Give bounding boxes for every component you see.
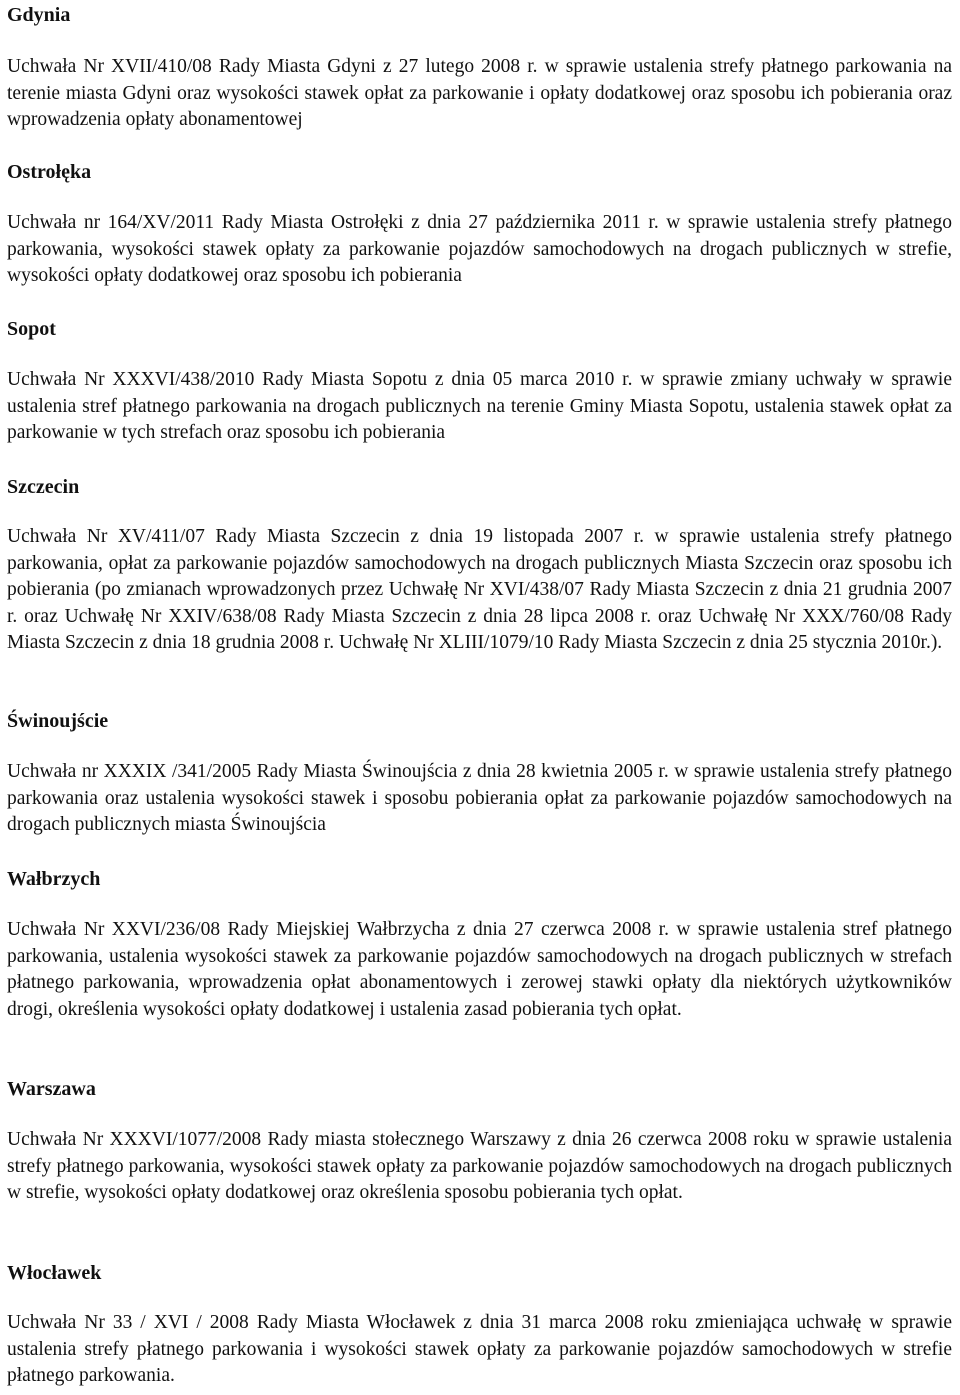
- city-heading: Włocławek: [7, 1262, 102, 1284]
- city-heading: Warszawa: [7, 1078, 96, 1100]
- city-heading: Ostrołęka: [7, 161, 92, 183]
- resolution-text: Uchwała Nr XXVI/236/08 Rady Miejskiej Wałbrzycha z dnia 27 czerwca 2008 r. w sprawie ustalenia stref płatnego parkowania, ustalenia wysokości stawek za parkowanie pojazdów samochodowych na drogach publicznych w strefach płatnego parkowania, wprowadzenia opłat abonamentowych i zerowej stawki opłaty dla niektórych użytkowników drogi, określenia wysokości opłaty dodatkowej i ustalenia zasad pobierania tych opłat.: [7, 919, 952, 1020]
- city-heading: Szczecin: [7, 476, 80, 498]
- city-heading: Gdynia: [7, 4, 71, 26]
- resolution-text: Uchwała nr 164/XV/2011 Rady Miasta Ostrołęki z dnia 27 października 2011 r. w sprawie ustalenia strefy płatnego parkowania, wysokości stawek opłaty za parkowanie pojazdów samochodowych na drogach publicznych w strefie, wysokości opłaty dodatkowej oraz sposobu ich pobierania: [7, 212, 952, 287]
- city-heading: Sopot: [7, 318, 56, 340]
- city-heading: Wałbrzych: [7, 868, 101, 890]
- resolution-text: Uchwała Nr XXXVI/1077/2008 Rady miasta stołecznego Warszawy z dnia 26 czerwca 2008 roku w sprawie ustalenia strefy płatnego parkowania, wysokości stawek opłaty za parkowanie pojazdów samochodowych na drogach publicznych w strefie, wysokości opłaty dodatkowej oraz określenia sposobu pobierania tych opłat.: [7, 1129, 952, 1204]
- resolution-text: Uchwała Nr 33 / XVI / 2008 Rady Miasta Włocławek z dnia 31 marca 2008 roku zmieniająca uchwałę w sprawie ustalenia strefy płatnego parkowania i wysokości stawek opłaty za parkowanie pojazdów samochodowych w strefie płatnego parkowania.: [7, 1312, 952, 1387]
- city-heading: Świnoujście: [7, 710, 109, 732]
- resolution-text: Uchwała Nr XV/411/07 Rady Miasta Szczecin z dnia 19 listopada 2007 r. w sprawie ustalenia strefy płatnego parkowania, opłat za parkowanie pojazdów samochodowych na drogach publicznych Miasta Szczecin oraz sposobu ich pobierania (po zmianach wprowadzonych przez Uchwałę Nr XVI/438/07 Rady Miasta Szczecin z dnia 21 grudnia 2007 r. oraz Uchwałę Nr XXIV/638/08 Rady Miasta Szczecin z dnia 28 lipca 2008 r. oraz Uchwałę Nr XXX/760/08 Rady Miasta Szczecin z dnia 18 grudnia 2008 r. Uchwałę Nr XLIII/1079/10 Rady Miasta Szczecin z dnia 25 stycznia 2010r.).: [7, 526, 952, 654]
- resolution-text: Uchwała Nr XVII/410/08 Rady Miasta Gdyni z 27 lutego 2008 r. w sprawie ustalenia strefy płatnego parkowania na terenie miasta Gdyni oraz wysokości stawek opłat za parkowanie i opłaty dodatkowej oraz sposobu ich pobierania oraz wprowadzenia opłaty abonamentowej: [7, 56, 952, 131]
- resolution-text: Uchwała Nr XXXVI/438/2010 Rady Miasta Sopotu z dnia 05 marca 2010 r. w sprawie zmiany uchwały w sprawie ustalenia stref płatnego parkowania na drogach publicznych na terenie Gminy Miasta Sopotu, ustalenia stawek opłat za parkowanie w tych strefach oraz sposobu ich pobierania: [7, 369, 952, 444]
- resolution-text: Uchwała nr XXXIX /341/2005 Rady Miasta Świnoujścia z dnia 28 kwietnia 2005 r. w sprawie ustalenia strefy płatnego parkowania oraz ustalenia wysokości stawek i sposobu pobierania opłat za parkowanie pojazdów samochodowych na drogach publicznych miasta Świnoujścia: [7, 761, 952, 836]
